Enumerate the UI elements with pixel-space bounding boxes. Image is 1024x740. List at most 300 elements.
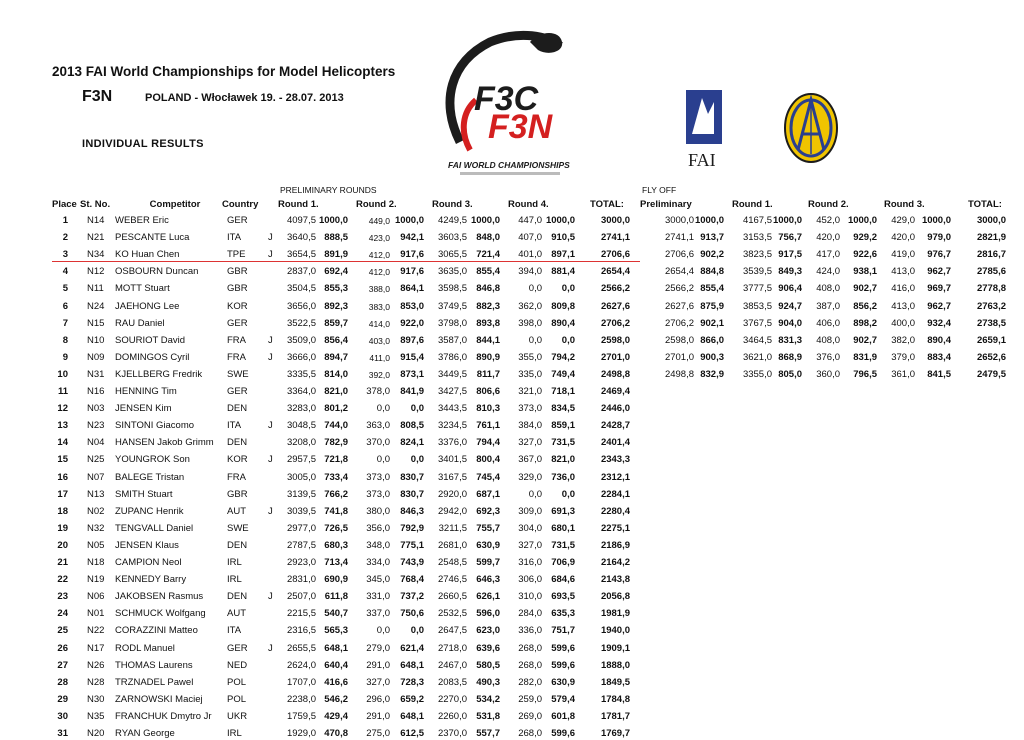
table-cell: 2681,0 — [437, 539, 467, 551]
table-cell: GER — [227, 317, 248, 329]
table-cell: 1 — [62, 215, 68, 226]
table-cell: 2977,0 — [286, 522, 316, 534]
table-cell: N35 — [87, 710, 105, 722]
table-cell: SMITH Stuart — [115, 488, 173, 500]
table-cell: 2816,7 — [976, 249, 1006, 261]
table-cell: 766,2 — [324, 488, 348, 500]
table-cell: 2701,0 — [600, 351, 630, 363]
table-cell: CORAZZINI Matteo — [115, 625, 198, 637]
table-cell: 22 — [57, 574, 68, 586]
table-cell: 379,0 — [891, 351, 915, 363]
table-cell: WEBER Eric — [115, 215, 169, 226]
table-cell: OSBOURN Duncan — [115, 266, 199, 278]
table-cell: ITA — [227, 420, 242, 432]
table-cell: 0,0 — [528, 283, 542, 295]
table-cell: 1849,5 — [600, 676, 630, 688]
column-header: Round 4. — [508, 199, 549, 210]
table-cell: 268,0 — [518, 642, 542, 654]
table-cell: 782,9 — [324, 437, 348, 449]
table-cell: 6 — [62, 300, 68, 312]
table-cell: 452,0 — [816, 215, 840, 226]
table-cell: 423,0 — [368, 233, 390, 244]
table-cell: 856,4 — [324, 334, 348, 346]
table-cell: 384,0 — [518, 420, 542, 432]
table-cell: 2270,0 — [437, 693, 467, 705]
table-cell: J — [268, 351, 273, 363]
table-cell: 659,2 — [400, 693, 424, 705]
f3n-text: F3N — [488, 108, 553, 146]
table-cell: 2 — [62, 232, 68, 244]
table-cell: N28 — [87, 676, 105, 688]
table-cell: 2655,5 — [286, 642, 316, 654]
table-cell: 639,6 — [476, 642, 500, 654]
table-cell: 2778,8 — [976, 283, 1006, 295]
column-header: TOTAL: — [590, 199, 624, 210]
table-cell: 383,0 — [368, 301, 390, 312]
table-cell: 2659,1 — [976, 334, 1006, 346]
table-cell: 648,1 — [324, 642, 348, 654]
table-cell: 648,1 — [400, 710, 424, 722]
table-cell: 917,5 — [778, 249, 802, 261]
table-cell: 531,8 — [476, 710, 500, 722]
table-cell: 2942,0 — [437, 505, 467, 517]
table-cell: DEN — [227, 403, 248, 415]
table-cell: 0,0 — [561, 334, 575, 346]
table-cell: 2627,6 — [600, 300, 630, 312]
table-cell: 2238,0 — [286, 693, 316, 705]
table-cell: 5 — [62, 283, 68, 295]
table-cell: N10 — [87, 334, 105, 346]
table-cell: 316,0 — [518, 557, 542, 568]
table-cell: 680,3 — [324, 539, 348, 551]
location-dates: POLAND - Włocławek 19. - 28.07. 2013 — [145, 92, 344, 104]
table-cell: 13 — [57, 420, 68, 432]
table-cell: 692,3 — [476, 505, 500, 517]
table-cell: 824,1 — [400, 437, 424, 449]
table-cell: 3587,0 — [437, 334, 467, 346]
table-cell: ITA — [227, 625, 242, 637]
table-cell: RAU Daniel — [115, 317, 165, 329]
column-header: Competitor — [149, 199, 201, 210]
table-cell: 2920,0 — [437, 488, 467, 500]
table-cell: 420,0 — [816, 232, 840, 244]
table-cell: 805,0 — [778, 368, 802, 380]
table-cell: 599,6 — [551, 659, 575, 671]
table-cell: 892,3 — [324, 300, 348, 312]
table-cell: 2654,4 — [664, 266, 694, 278]
table-cell: 411,0 — [369, 352, 390, 363]
table-cell: 922,6 — [853, 249, 877, 261]
table-cell: 3427,5 — [437, 386, 467, 397]
table-cell: N21 — [87, 232, 105, 244]
table-cell: FRA — [227, 471, 246, 483]
table-cell: 25 — [57, 625, 68, 637]
table-cell: 626,1 — [476, 591, 500, 603]
table-cell: 401,0 — [518, 249, 542, 261]
table-cell: 902,1 — [700, 317, 724, 329]
table-cell: 894,7 — [324, 351, 348, 363]
table-cell: 0,0 — [561, 488, 575, 500]
table-cell: 4167,5 — [742, 215, 772, 226]
table-cell: 534,2 — [476, 693, 500, 705]
table-cell: 1000,0 — [921, 215, 951, 226]
table-cell: 915,4 — [400, 351, 424, 363]
table-cell: 447,0 — [518, 215, 542, 226]
table-cell: 3065,5 — [437, 249, 467, 261]
table-cell: 726,5 — [324, 522, 348, 534]
table-cell: TRZNADEL Pawel — [115, 676, 194, 688]
table-cell: 0,0 — [410, 454, 424, 466]
table-cell: HENNING Tim — [115, 386, 177, 397]
table-cell: 718,1 — [551, 386, 575, 397]
table-cell: 3749,5 — [437, 300, 467, 312]
table-cell: 3208,0 — [286, 437, 316, 449]
table-cell: 2215,5 — [286, 608, 316, 620]
table-cell: 612,5 — [400, 728, 424, 739]
table-cell: 2164,2 — [600, 557, 630, 568]
table-cell: 2627,6 — [664, 300, 694, 312]
table-cell: 579,4 — [551, 693, 575, 705]
table-cell: 284,0 — [518, 608, 542, 620]
table-cell: 3603,5 — [437, 232, 467, 244]
table-cell: 623,0 — [476, 625, 500, 637]
table-cell: 345,0 — [366, 574, 390, 586]
table-cell: 800,4 — [476, 454, 500, 466]
table-cell: 2837,0 — [286, 266, 316, 278]
table-cell: 269,0 — [518, 710, 542, 722]
table-cell: 749,4 — [551, 368, 575, 380]
table-cell: 279,0 — [366, 642, 390, 654]
table-cell: 904,0 — [778, 317, 802, 329]
table-cell: 882,3 — [476, 300, 500, 312]
table-cell: 19 — [57, 522, 68, 534]
table-cell: 2701,0 — [664, 351, 694, 363]
table-cell: 2280,4 — [600, 505, 630, 517]
table-cell: 10 — [57, 368, 68, 380]
table-cell: 3464,5 — [742, 334, 772, 346]
table-cell: 2763,2 — [976, 300, 1006, 312]
table-cell: 362,0 — [518, 300, 542, 312]
table-cell: 392,0 — [368, 369, 390, 380]
table-cell: 929,2 — [853, 232, 877, 244]
table-cell: N06 — [87, 591, 105, 603]
table-cell: N32 — [87, 522, 105, 534]
table-cell: 832,9 — [700, 368, 724, 380]
table-cell: 412,0 — [368, 267, 390, 278]
column-header: Round 3. — [884, 199, 925, 210]
table-cell: N34 — [87, 249, 105, 261]
table-cell: 388,0 — [368, 284, 390, 295]
table-cell: 687,1 — [476, 488, 500, 500]
table-cell: 2647,5 — [437, 625, 467, 637]
table-cell: J — [268, 420, 273, 432]
table-cell: 2143,8 — [600, 574, 630, 586]
column-header: St. No. — [80, 199, 111, 210]
table-cell: JENSEN Klaus — [115, 539, 179, 551]
table-cell: 2706,2 — [600, 317, 630, 329]
table-cell: 844,1 — [476, 334, 500, 346]
table-cell: 414,0 — [368, 318, 390, 329]
table-cell: 2467,0 — [437, 659, 467, 671]
table-cell: J — [268, 232, 273, 244]
table-cell: 810,3 — [476, 403, 500, 415]
table-cell: GER — [227, 642, 248, 654]
table-cell: N17 — [87, 642, 105, 654]
table-cell: 580,5 — [476, 659, 500, 671]
table-cell: 3449,5 — [437, 368, 467, 380]
table-cell: 3539,5 — [742, 266, 772, 278]
table-cell: 792,9 — [400, 522, 424, 534]
table-cell: 419,0 — [891, 249, 915, 261]
table-cell: 721,4 — [476, 249, 500, 261]
table-cell: 841,9 — [400, 386, 424, 397]
table-cell: N16 — [87, 386, 105, 397]
table-cell: N20 — [87, 728, 105, 739]
table-cell: 750,6 — [400, 608, 424, 620]
table-cell: 1707,0 — [286, 676, 316, 688]
table-cell: 846,8 — [476, 283, 500, 295]
table-cell: 376,0 — [816, 351, 840, 363]
table-cell: 2186,9 — [600, 539, 630, 551]
table-cell: 268,0 — [518, 728, 542, 739]
table-cell: 897,6 — [400, 334, 424, 346]
table-cell: 348,0 — [366, 539, 390, 551]
table-cell: 3853,5 — [742, 300, 772, 312]
table-cell: 741,8 — [324, 505, 348, 517]
table-cell: 821,0 — [551, 454, 575, 466]
table-cell: N26 — [87, 659, 105, 671]
column-header: TOTAL: — [968, 199, 1002, 210]
table-cell: 3509,0 — [286, 334, 316, 346]
table-cell: J — [268, 505, 273, 517]
table-cell: 2746,5 — [437, 574, 467, 586]
table-cell: 327,0 — [518, 437, 542, 449]
table-cell: 413,0 — [891, 300, 915, 312]
table-cell: 565,3 — [324, 625, 348, 637]
table-cell: 728,3 — [400, 676, 424, 688]
table-cell: FRA — [227, 334, 246, 346]
column-header: Round 2. — [356, 199, 397, 210]
table-cell: YOUNGROK Son — [115, 454, 190, 466]
table-cell: 691,3 — [551, 505, 575, 517]
table-cell: 898,2 — [853, 317, 877, 329]
table-cell: 1000,0 — [545, 215, 575, 226]
table-cell: 3777,5 — [742, 283, 772, 295]
table-cell: 335,0 — [518, 368, 542, 380]
table-cell: 0,0 — [376, 625, 390, 637]
section-preliminary: PRELIMINARY ROUNDS — [280, 185, 377, 195]
table-cell: 367,0 — [518, 454, 542, 466]
table-cell: 557,7 — [476, 728, 500, 739]
table-cell: 1940,0 — [600, 625, 630, 637]
table-cell: 2706,2 — [664, 317, 694, 329]
table-cell: IRL — [227, 728, 242, 739]
table-cell: 875,9 — [700, 300, 724, 312]
table-cell: JAEHONG Lee — [115, 300, 180, 312]
table-cell: N15 — [87, 317, 105, 329]
fai-logo — [684, 88, 728, 170]
table-cell: 1781,7 — [600, 710, 630, 722]
table-cell: AUT — [227, 608, 246, 620]
table-cell: 890,9 — [476, 351, 500, 363]
table-cell: 1000,0 — [772, 215, 802, 226]
table-cell: 21 — [57, 557, 68, 568]
table-cell: 630,9 — [551, 676, 575, 688]
table-cell: J — [268, 591, 273, 603]
table-cell: 327,0 — [366, 676, 390, 688]
table-cell: 0,0 — [410, 625, 424, 637]
table-cell: 962,7 — [927, 266, 951, 278]
table-cell: 3335,5 — [286, 368, 316, 380]
table-cell: 809,8 — [551, 300, 575, 312]
table-cell: 27 — [57, 659, 68, 671]
table-cell: 1000,0 — [694, 215, 724, 226]
table-cell: N01 — [87, 608, 105, 620]
table-cell: THOMAS Laurens — [115, 659, 193, 671]
table-cell: 360,0 — [816, 368, 840, 380]
table-cell: N30 — [87, 693, 105, 705]
table-cell: 321,0 — [518, 386, 542, 397]
table-cell: GBR — [227, 488, 248, 500]
table-cell: 304,0 — [518, 522, 542, 534]
table-cell: N09 — [87, 351, 105, 363]
table-cell: 2741,1 — [664, 232, 694, 244]
table-cell: PESCANTE Luca — [115, 232, 190, 244]
page-title: 2013 FAI World Championships for Model Helicopters — [52, 64, 396, 79]
table-cell: JAKOBSEN Rasmus — [115, 591, 204, 603]
table-cell: 684,6 — [551, 574, 575, 586]
table-cell: N11 — [87, 283, 104, 295]
table-cell: 692,4 — [324, 266, 348, 278]
table-cell: 380,0 — [366, 505, 390, 517]
table-cell: 979,0 — [927, 232, 951, 244]
table-cell: 794,2 — [551, 351, 575, 363]
table-cell: 17 — [57, 488, 68, 500]
table-cell: 849,3 — [778, 266, 802, 278]
table-cell: 962,7 — [927, 300, 951, 312]
table-cell: 3000,0 — [600, 215, 630, 226]
table-cell: 801,2 — [324, 403, 348, 415]
table-cell: BALEGE Tristan — [115, 471, 185, 483]
table-cell: 2652,6 — [976, 351, 1006, 363]
table-cell: N18 — [87, 557, 105, 568]
table-cell: 3640,5 — [286, 232, 316, 244]
table-cell: 3621,0 — [742, 351, 772, 363]
table-cell: 713,4 — [324, 557, 348, 568]
table-cell: 830,7 — [400, 471, 424, 483]
table-cell: 721,8 — [324, 454, 348, 466]
table-cell: 408,0 — [816, 283, 840, 295]
table-cell: 761,1 — [476, 420, 500, 432]
highlight-underline — [52, 261, 640, 262]
table-cell: N25 — [87, 454, 105, 466]
table-cell: 2738,5 — [976, 317, 1006, 329]
table-cell: 416,6 — [324, 676, 348, 688]
table-cell: 0,0 — [410, 403, 424, 415]
table-cell: 744,0 — [324, 420, 348, 432]
table-cell: 4 — [62, 266, 68, 278]
table-cell: 0,0 — [376, 403, 390, 415]
table-cell: 621,4 — [400, 642, 424, 654]
table-cell: 902,2 — [700, 249, 724, 261]
table-cell: ZARNOWSKI Maciej — [115, 693, 203, 705]
table-cell: 831,3 — [778, 334, 802, 346]
table-cell: 382,0 — [891, 334, 915, 346]
table-cell: 30 — [57, 710, 68, 722]
table-cell: SCHMUCK Wolfgang — [115, 608, 206, 620]
table-cell: 1000,0 — [318, 215, 348, 226]
table-cell: 3000,0 — [664, 215, 694, 226]
table-cell: 259,0 — [518, 693, 542, 705]
table-cell: 3598,5 — [437, 283, 467, 295]
table-cell: DEN — [227, 591, 248, 603]
table-cell: 1981,9 — [600, 608, 630, 620]
table-cell: 370,0 — [366, 437, 390, 449]
table-cell: 2312,1 — [600, 471, 630, 483]
table-cell: N03 — [87, 403, 105, 415]
column-header: Round 1. — [732, 199, 773, 210]
table-cell: 408,0 — [816, 334, 840, 346]
table-cell: 855,3 — [324, 283, 348, 295]
table-cell: 599,6 — [551, 728, 575, 739]
table-cell: 4097,5 — [286, 215, 316, 226]
table-cell: 855,4 — [476, 266, 500, 278]
table-cell: 11 — [57, 386, 68, 397]
table-cell: 3401,5 — [437, 454, 467, 466]
table-cell: 336,0 — [518, 625, 542, 637]
table-cell: 2498,8 — [664, 368, 694, 380]
table-cell: 2718,0 — [437, 642, 467, 654]
table-cell: 859,7 — [324, 317, 348, 329]
table-cell: 630,9 — [476, 539, 500, 551]
table-cell: 3211,5 — [438, 522, 467, 534]
table-cell: 890,4 — [551, 317, 575, 329]
table-cell: MOTT Stuart — [115, 283, 170, 295]
table-cell: DEN — [227, 539, 248, 551]
table-cell: 902,7 — [853, 334, 877, 346]
table-cell: 424,0 — [816, 266, 840, 278]
table-cell: 2469,4 — [600, 386, 630, 397]
table-cell: 1929,0 — [286, 728, 316, 739]
table-cell: 470,8 — [324, 728, 348, 739]
table-cell: 275,0 — [366, 728, 390, 739]
table-cell: 310,0 — [518, 591, 542, 603]
table-cell: 3635,0 — [437, 266, 467, 278]
table-cell: 902,7 — [853, 283, 877, 295]
table-cell: 378,0 — [366, 386, 390, 397]
table-cell: 3823,5 — [742, 249, 772, 261]
table-cell: 855,4 — [700, 283, 724, 295]
table-cell: 2706,6 — [664, 249, 694, 261]
table-cell: 400,0 — [891, 317, 915, 329]
table-cell: 334,0 — [366, 557, 390, 568]
table-cell: 969,7 — [927, 283, 951, 295]
table-cell: 412,0 — [368, 250, 390, 261]
table-cell: 3234,5 — [437, 420, 467, 432]
table-cell: 756,7 — [778, 232, 802, 244]
table-cell: AUT — [227, 505, 246, 517]
table-cell: 2507,0 — [286, 591, 316, 603]
table-cell: 2566,2 — [600, 283, 630, 295]
table-cell: 2923,0 — [286, 557, 316, 568]
table-cell: TENGVALL Daniel — [115, 522, 194, 534]
table-cell: 775,1 — [400, 539, 424, 551]
table-cell: 864,1 — [400, 283, 424, 295]
results-subtitle: INDIVIDUAL RESULTS — [82, 138, 204, 150]
table-cell: 976,7 — [927, 249, 951, 261]
table-cell: 3798,0 — [437, 317, 467, 329]
table-cell: 3504,5 — [286, 283, 316, 295]
